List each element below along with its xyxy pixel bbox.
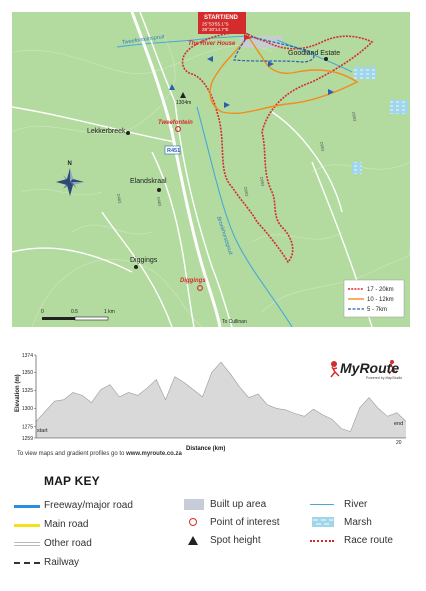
place-label-tweefontein: Diggings	[130, 257, 158, 264]
profile-ylabel: Elevation (m)	[15, 374, 21, 412]
poi-label-diggings-2: Diggings	[180, 278, 206, 284]
road-label: D993	[243, 186, 250, 197]
profile-start-label: start	[37, 428, 48, 434]
road-label: D483	[116, 193, 123, 204]
poi-label-diggings-1: Tweefontein	[158, 120, 193, 126]
place-dot-goodland	[324, 57, 328, 61]
river-line-icon	[310, 504, 334, 505]
road-shield-label: R451	[167, 148, 181, 154]
compass-north-label: N	[67, 161, 72, 167]
road-label: D993	[259, 176, 266, 187]
start-lon: 28°20'14.7"E	[202, 27, 229, 32]
profile-end-label: end	[394, 421, 404, 427]
main-road-line-icon	[14, 524, 40, 527]
route-map	[12, 12, 410, 327]
logo-tagline: Powered by MapStudio	[366, 376, 403, 380]
road-label: D993	[319, 141, 326, 152]
place-dot-tweefontein	[134, 265, 138, 269]
key-label-other-road: Other road	[44, 538, 92, 549]
other-road-line-icon	[14, 542, 40, 546]
scale-label-0: 0	[41, 309, 44, 315]
y-tick-label: 1374	[21, 352, 33, 359]
place-label-lekkerbreek: Lekkerbreek	[87, 128, 126, 135]
road-label: D993	[351, 111, 358, 122]
railway-line-icon	[14, 562, 40, 564]
key-label-main-road: Main road	[44, 519, 89, 530]
footnote-text: To view maps and gradient profiles go to	[17, 451, 127, 457]
profile-xlabel: Distance (km)	[186, 446, 226, 452]
myroute-logo	[326, 355, 406, 385]
key-label-river: River	[344, 499, 368, 510]
race-route-line-icon	[310, 540, 334, 542]
key-label-marsh: Marsh	[344, 517, 372, 528]
y-tick-label: 1300	[21, 406, 33, 413]
river-label-tweefontein-spruit: Tweefonteinspruit	[121, 34, 165, 46]
marsh-area	[354, 67, 376, 79]
marsh-icon	[312, 517, 334, 527]
start-lat: 25°53'55.1"S	[202, 21, 229, 27]
y-tick-label: 1275	[21, 424, 33, 431]
place-label-goodland: Goodland Estate	[288, 50, 341, 57]
place-label-river-house: The River House	[188, 41, 236, 47]
key-label-poi: Point of interest	[210, 517, 280, 528]
scale-label-1km: 1 km	[104, 309, 115, 315]
spot-height-label: 1304m	[176, 100, 192, 106]
map-key-title: MAP KEY	[44, 474, 100, 488]
scale-label-half: 0.5	[71, 309, 78, 315]
logo-text: MyRoute	[340, 360, 400, 376]
river-label-bronkhorst: Bronkhorstspruit	[215, 215, 234, 256]
start-end-label: START/END	[204, 15, 238, 21]
profile-x-end-label: 20	[396, 440, 402, 446]
footnote	[17, 451, 182, 457]
point-of-interest-icon	[189, 518, 197, 526]
place-dot-elandskraal	[157, 188, 161, 192]
route-legend	[344, 280, 404, 317]
place-label-elandskraal: Elandskraal	[130, 178, 167, 185]
y-tick-label: 1259	[21, 435, 33, 442]
legend-label-5-7: 5 - 7km	[367, 307, 388, 313]
to-cullinan-label: To Cullinan	[222, 319, 247, 325]
legend-label-10-12: 10 - 12km	[367, 297, 394, 303]
key-label-spot-height: Spot height	[210, 535, 261, 546]
key-label-race-route: Race route	[344, 535, 393, 546]
spot-height-icon	[188, 536, 198, 545]
place-dot-lekkerbreek	[126, 131, 130, 135]
key-label-freeway: Freeway/major road	[44, 500, 133, 511]
built-up-area-icon	[184, 499, 204, 510]
key-label-railway: Railway	[44, 557, 80, 568]
marsh-area	[390, 100, 408, 114]
freeway-line-icon	[14, 505, 40, 508]
marsh-area	[352, 162, 362, 174]
key-label-built-up: Built up area	[210, 499, 267, 510]
y-tick-label: 1325	[21, 388, 33, 395]
footnote-link[interactable]: www.myroute.co.za	[126, 451, 182, 457]
road-label: D483	[156, 196, 163, 207]
legend-label-17-20: 17 - 20km	[367, 287, 394, 293]
y-tick-label: 1350	[21, 370, 33, 377]
